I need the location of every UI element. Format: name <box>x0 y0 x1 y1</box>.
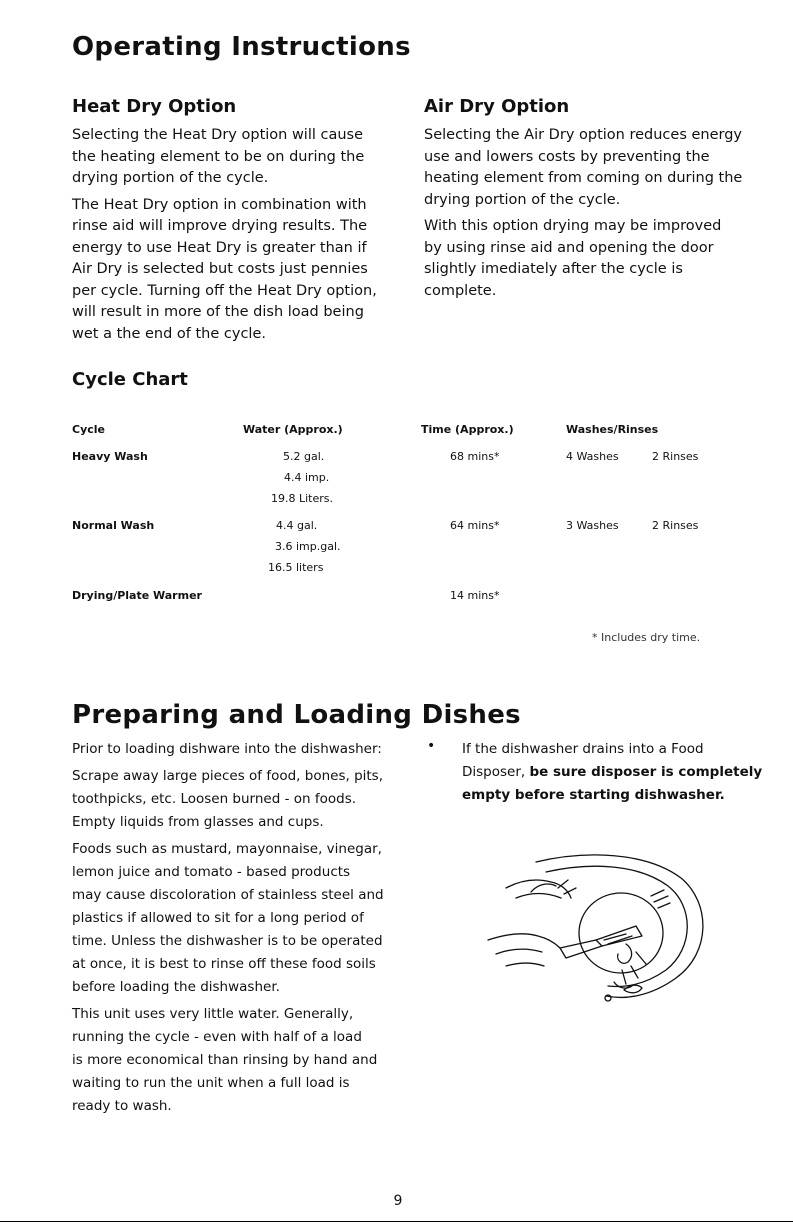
text-line: This unit uses very little water. Generally, <box>72 1006 354 1022</box>
header-washes-rinses: Washes/Rinses <box>566 423 659 436</box>
rinses-value: 2 Rinses <box>652 450 699 463</box>
text-line: With this option drying may be improved <box>424 218 722 234</box>
washes-value: 3 Washes <box>566 519 619 532</box>
time-value: 14 mins* <box>450 589 500 602</box>
cycle-name: Normal Wash <box>72 519 155 532</box>
disposer-warning: be sure disposer is completely <box>529 764 763 780</box>
text-line: wet a the end of the cycle. <box>72 325 266 342</box>
text-segment: Disposer, <box>462 764 530 780</box>
text-line: use and lowers costs by preventing the <box>424 148 710 165</box>
water-value: 4.4 imp. <box>284 471 330 484</box>
air-dry-heading: Air Dry Option <box>424 96 570 117</box>
header-time: Time (Approx.) <box>421 423 514 436</box>
text-line: rinse aid will improve drying results. The <box>72 218 368 234</box>
text-line: Scrape away large pieces of food, bones, pits, <box>72 768 384 784</box>
text-line: energy to use Heat Dry is greater than if <box>72 239 367 256</box>
plate-scraping-illustration <box>476 848 716 1008</box>
cycle-name: Drying/Plate Warmer <box>72 589 202 602</box>
washes-value: 4 Washes <box>566 450 619 463</box>
text-line: Prior to loading dishware into the dishwasher: <box>72 741 382 757</box>
text-line: Selecting the Air Dry option reduces energy <box>424 127 743 143</box>
text-line: lemon juice and tomato - based products <box>72 864 351 880</box>
text-line: time. Unless the dishwasher is to be operated <box>72 933 383 949</box>
water-value: 16.5 liters <box>268 561 324 574</box>
water-value: 5.2 gal. <box>283 450 325 463</box>
chart-footnote: * Includes dry time. <box>592 631 701 644</box>
water-value: 19.8 Liters. <box>271 492 334 505</box>
text-line: is more economical than rinsing by hand and <box>72 1052 378 1068</box>
text-line: If the dishwasher drains into a Food <box>462 741 704 757</box>
text-line: before loading the dishwasher. <box>72 979 280 995</box>
text-line: heating element from coming on during the <box>424 170 743 186</box>
header-cycle: Cycle <box>72 423 105 436</box>
text-line: running the cycle - even with half of a load <box>72 1029 362 1045</box>
page-title: Operating Instructions <box>72 32 411 62</box>
text-line: The Heat Dry option in combination with <box>72 196 367 213</box>
header-water: Water (Approx.) <box>243 423 343 436</box>
disposer-warning: empty before starting dishwasher. <box>462 787 725 803</box>
text-line: Selecting the Heat Dry option will cause <box>72 127 364 143</box>
rinses-value: 2 Rinses <box>652 519 699 532</box>
text-line: per cycle. Turning off the Heat Dry option, <box>72 282 377 299</box>
text-line: complete. <box>424 282 497 299</box>
text-line: will result in more of the dish load being <box>72 304 364 320</box>
air-dry-text <box>424 125 769 302</box>
water-value: 4.4 gal. <box>276 519 318 532</box>
text-line: Foods such as mustard, mayonnaise, vinegar, <box>72 841 382 857</box>
preparing-title: Preparing and Loading Dishes <box>72 700 521 730</box>
bottom-rule <box>0 1221 793 1222</box>
text-line: plastics if allowed to sit for a long period of <box>72 910 364 926</box>
text-line: by using rinse aid and opening the door <box>424 239 714 256</box>
time-value: 64 mins* <box>450 519 500 532</box>
text-line: waiting to run the unit when a full load is <box>72 1075 350 1091</box>
text-line: the heating element to be on during the <box>72 148 365 165</box>
heat-dry-heading: Heat Dry Option <box>72 96 237 117</box>
text-line <box>462 761 782 784</box>
preparing-text <box>72 738 412 1118</box>
text-line: Empty liquids from glasses and cups. <box>72 814 324 830</box>
text-line: Air Dry is selected but costs just pennies <box>72 261 368 277</box>
text-line: may cause discoloration of stainless steel and <box>72 887 384 903</box>
time-value: 68 mins* <box>450 450 500 463</box>
text-line: ready to wash. <box>72 1098 172 1114</box>
water-value: 3.6 imp.gal. <box>275 540 341 553</box>
disposer-note <box>462 738 782 807</box>
cycle-chart-heading: Cycle Chart <box>72 369 188 390</box>
text-line: drying portion of the cycle. <box>72 170 269 186</box>
text-line: toothpicks, etc. Loosen burned - on foods. <box>72 791 357 807</box>
page-number: 9 <box>393 1193 403 1209</box>
text-line: drying portion of the cycle. <box>424 191 621 208</box>
bullet-icon: • <box>427 738 436 754</box>
heat-dry-text <box>72 125 402 345</box>
text-line: at once, it is best to rinse off these food soils <box>72 956 376 972</box>
cycle-name: Heavy Wash <box>72 450 148 463</box>
text-line: slightly imediately after the cycle is <box>424 261 683 277</box>
